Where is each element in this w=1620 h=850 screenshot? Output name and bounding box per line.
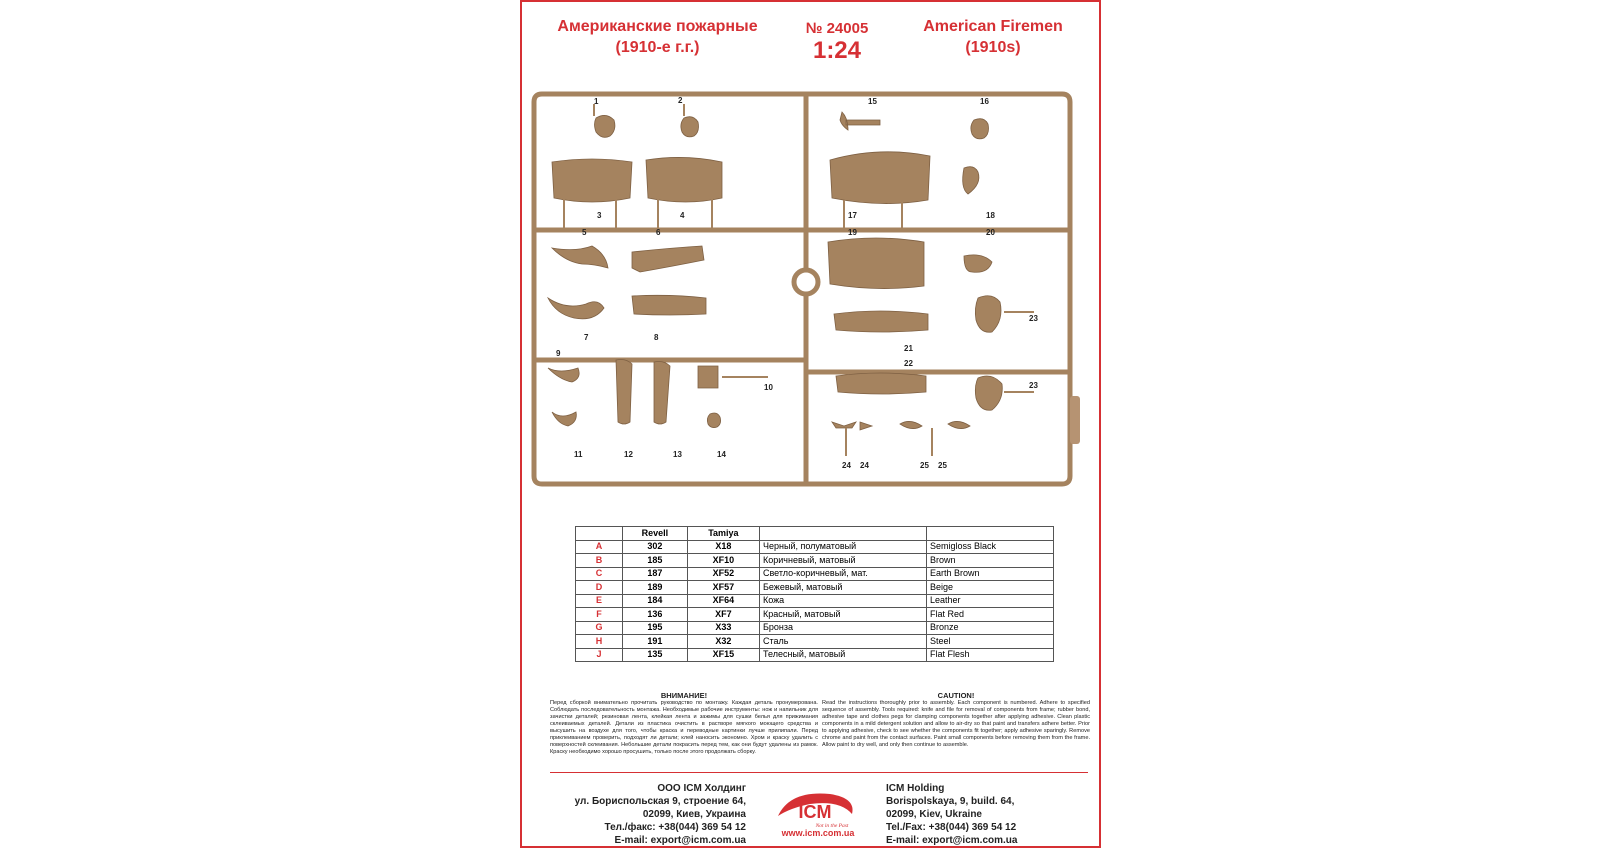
color-name-ru: Бежевый, матовый [760, 581, 927, 595]
part-number-8: 8 [654, 333, 659, 342]
color-name-ru: Телесный, матовый [760, 648, 927, 662]
part-leg-13 [654, 362, 670, 425]
color-name-ru: Кожа [760, 594, 927, 608]
table-row [576, 581, 1054, 595]
warning-en [822, 692, 1090, 749]
address-ru-line2: ул. Бориспольская 9, строение 64, [574, 796, 746, 807]
part-number-11: 11 [574, 450, 583, 459]
part-number-4: 4 [680, 211, 685, 220]
part-number-3: 3 [597, 211, 602, 220]
color-name-ru: Бронза [760, 621, 927, 635]
address-ru-line1: ООО ICM Холдинг [657, 783, 746, 794]
warning-ru [550, 692, 818, 756]
sprue-hub [794, 270, 818, 294]
tamiya-code: X33 [687, 621, 759, 635]
part-number-20: 20 [986, 228, 995, 237]
color-name-ru: Красный, матовый [760, 608, 927, 622]
scale-label: 1:24 [812, 37, 862, 64]
title-en [893, 16, 1093, 58]
col-revell: Revell [623, 527, 688, 541]
title-ru-line2: (1910-е г.г.) [615, 39, 700, 56]
revell-code: 302 [623, 540, 688, 554]
part-coat-3 [552, 159, 632, 202]
revell-code: 136 [623, 608, 688, 622]
revell-code: 191 [623, 635, 688, 649]
part-number-1: 1 [594, 97, 599, 106]
part-head-16 [971, 119, 989, 139]
part-number-18: 18 [986, 211, 995, 220]
tamiya-code: XF10 [687, 554, 759, 568]
revell-code: 184 [623, 594, 688, 608]
col-code [576, 527, 623, 541]
color-name-ru: Коричневый, матовый [760, 554, 927, 568]
part-arm-9 [548, 368, 579, 382]
table-row [576, 635, 1054, 649]
part-number-14: 14 [717, 450, 726, 459]
tamiya-code: XF15 [687, 648, 759, 662]
paint-code: J [576, 648, 623, 662]
address-en-line2: Borispolskaya, 9, build. 64, [886, 796, 1015, 807]
table-row [576, 594, 1054, 608]
tamiya-code: XF57 [687, 581, 759, 595]
part-number-15: 15 [868, 97, 877, 106]
part-coat-19 [828, 238, 924, 289]
col-ru [760, 527, 927, 541]
warning-en-text: Read the instructions thoroughly prior to assembly. Each component is numbered. Adhere to specified sequence of assembly. Tools required: knife and file for removal of components from frame; rubber bond, adhesive tape and clothes pegs for clamping components together after applying adhesive. Clean plastic components in a mild detergent solution and allow to air-dry so that paint and transfers adhere better. Prior to applying adhesive, check to see whether the components fit together; apply adhesive sparingly. Remove chrome and paint from the contact surfaces. Paint small components before removing them from the frame. Allow paint to dry well, and only then continue to assemble. [822, 700, 1090, 748]
part-arm-18 [963, 167, 979, 194]
paint-code: D [576, 581, 623, 595]
paint-code: B [576, 554, 623, 568]
table-row [576, 540, 1054, 554]
part-number-2: 2 [678, 96, 683, 105]
address-en-line4: Tel./Fax: +38(044) 369 54 12 [886, 822, 1017, 833]
part-number-23b: 23 [1029, 381, 1038, 390]
color-name-ru: Сталь [760, 635, 927, 649]
tamiya-code: XF52 [687, 567, 759, 581]
warning-ru-title: ВНИМАНИЕ! [660, 691, 708, 700]
table-row [576, 621, 1054, 635]
address-en [886, 782, 1076, 847]
part-leg-21 [834, 311, 928, 332]
paint-code: G [576, 621, 623, 635]
part-leg-8 [632, 295, 706, 315]
paint-table-header [576, 527, 1054, 541]
part-nozzle-24 [832, 422, 872, 430]
part-number-13: 13 [673, 450, 682, 459]
revell-code: 187 [623, 567, 688, 581]
color-name-en: Semigloss Black [927, 540, 1054, 554]
part-number-12: 12 [624, 450, 633, 459]
address-en-line1: ICM Holding [886, 783, 945, 794]
color-name-en: Flat Red [927, 608, 1054, 622]
paint-code: H [576, 635, 623, 649]
part-head-1 [595, 115, 615, 137]
footer-divider [550, 772, 1088, 773]
paint-code: C [576, 567, 623, 581]
title-en-line2: (1910s) [965, 39, 1021, 56]
color-name-en: Earth Brown [927, 567, 1054, 581]
table-row [576, 608, 1054, 622]
table-row [576, 648, 1054, 662]
part-number-16: 16 [980, 97, 989, 106]
address-ru-line3: 02099, Киев, Украина [642, 809, 746, 820]
part-number-24a: 24 [842, 461, 851, 470]
part-head-14 [707, 413, 720, 428]
table-row [576, 554, 1054, 568]
part-number-5: 5 [582, 228, 587, 237]
logo-tagline: Not in the Past [815, 823, 849, 829]
part-number-6: 6 [656, 228, 661, 237]
address-ru [560, 782, 746, 847]
part-coat-17 [830, 152, 930, 204]
color-name-en: Brown [927, 554, 1054, 568]
part-hand-11 [552, 412, 576, 426]
catalog-number: № 24005 [805, 20, 869, 37]
tamiya-code: XF7 [687, 608, 759, 622]
warning-en-title: CAUTION! [937, 691, 975, 700]
warning-ru-text: Перед сборкой внимательно прочитать руководство по монтажу. Каждая деталь пронумерована. Соблюдать последовательность монтажа. Необходимые рабочие инструменты: нож и напильник для зачистки деталей; резиновая лента, клейкая лента и зажимы для сушки белья для прижимания склеиваемых деталей. Детали из пластика очистить в растворе мягкого моющего средства и высушить на воздухе для того, чтобы краска и переводные картинки лучше прилипали. Перед приклеиванием проверить, подходят ли детали; клей наносить экономно. Хром и краску удалить с поверхностей склеивания. Небольшие детали покрасить перед тем, как они будут удалены из рамок. Краску необходимо хорошо просушить, только после этого продолжать сборку. [550, 700, 818, 755]
color-name-en: Bronze [927, 621, 1054, 635]
part-number-22: 22 [904, 359, 913, 368]
part-number-25b: 25 [938, 461, 947, 470]
part-coat-4 [646, 157, 722, 202]
part-number-25a: 25 [920, 461, 929, 470]
part-leg-22 [836, 373, 926, 394]
part-helmet-23b [975, 376, 1002, 410]
paint-code: F [576, 608, 623, 622]
logo-text: ICM [798, 802, 832, 822]
title-en-line1: American Firemen [923, 18, 1063, 35]
revell-code: 185 [623, 554, 688, 568]
part-glove-10 [698, 366, 718, 388]
part-number-21: 21 [904, 344, 913, 353]
part-number-17: 17 [848, 211, 857, 220]
part-number-23a: 23 [1029, 314, 1038, 323]
address-ru-line4: Тел./факс: +38(044) 369 54 12 [604, 822, 746, 833]
title-ru-line1: Американские пожарные [557, 18, 758, 35]
part-number-10: 10 [764, 383, 773, 392]
part-leg-12 [616, 360, 632, 425]
part-number-7: 7 [584, 333, 589, 342]
col-tamiya: Tamiya [687, 527, 759, 541]
website-link[interactable]: www.icm.com.ua [781, 828, 855, 838]
part-arm-20 [964, 255, 992, 272]
sprue-tab [1070, 396, 1080, 444]
part-helmet-23a [975, 296, 1001, 333]
revell-code: 195 [623, 621, 688, 635]
address-ru-line5: E-mail: export@icm.com.ua [614, 835, 746, 846]
tamiya-code: XF64 [687, 594, 759, 608]
part-axe-15 [840, 112, 880, 130]
part-head-2 [681, 117, 699, 137]
color-name-ru: Светло-коричневый, мат. [760, 567, 927, 581]
sprue-diagram [524, 90, 1094, 500]
color-name-en: Beige [927, 581, 1054, 595]
part-nozzle-25 [900, 421, 970, 428]
part-number-19: 19 [848, 228, 857, 237]
revell-code: 189 [623, 581, 688, 595]
color-name-en: Leather [927, 594, 1054, 608]
tamiya-code: X32 [687, 635, 759, 649]
title-ru [530, 16, 785, 58]
table-row [576, 567, 1054, 581]
paint-table [575, 526, 1054, 662]
paint-table-body [576, 540, 1054, 662]
address-en-line3: 02099, Kiev, Ukraine [886, 809, 982, 820]
revell-code: 135 [623, 648, 688, 662]
color-name-en: Steel [927, 635, 1054, 649]
part-leg-6 [632, 246, 704, 272]
paint-code: E [576, 594, 623, 608]
paint-code: A [576, 540, 623, 554]
col-en [927, 527, 1054, 541]
part-number-9: 9 [556, 349, 561, 358]
part-arm-7 [548, 298, 604, 319]
address-en-line5: E-mail: export@icm.com.ua [886, 835, 1018, 846]
color-name-en: Flat Flesh [927, 648, 1054, 662]
tamiya-code: X18 [687, 540, 759, 554]
part-arm-5 [552, 246, 608, 268]
part-number-24b: 24 [860, 461, 869, 470]
color-name-ru: Черный, полуматовый [760, 540, 927, 554]
